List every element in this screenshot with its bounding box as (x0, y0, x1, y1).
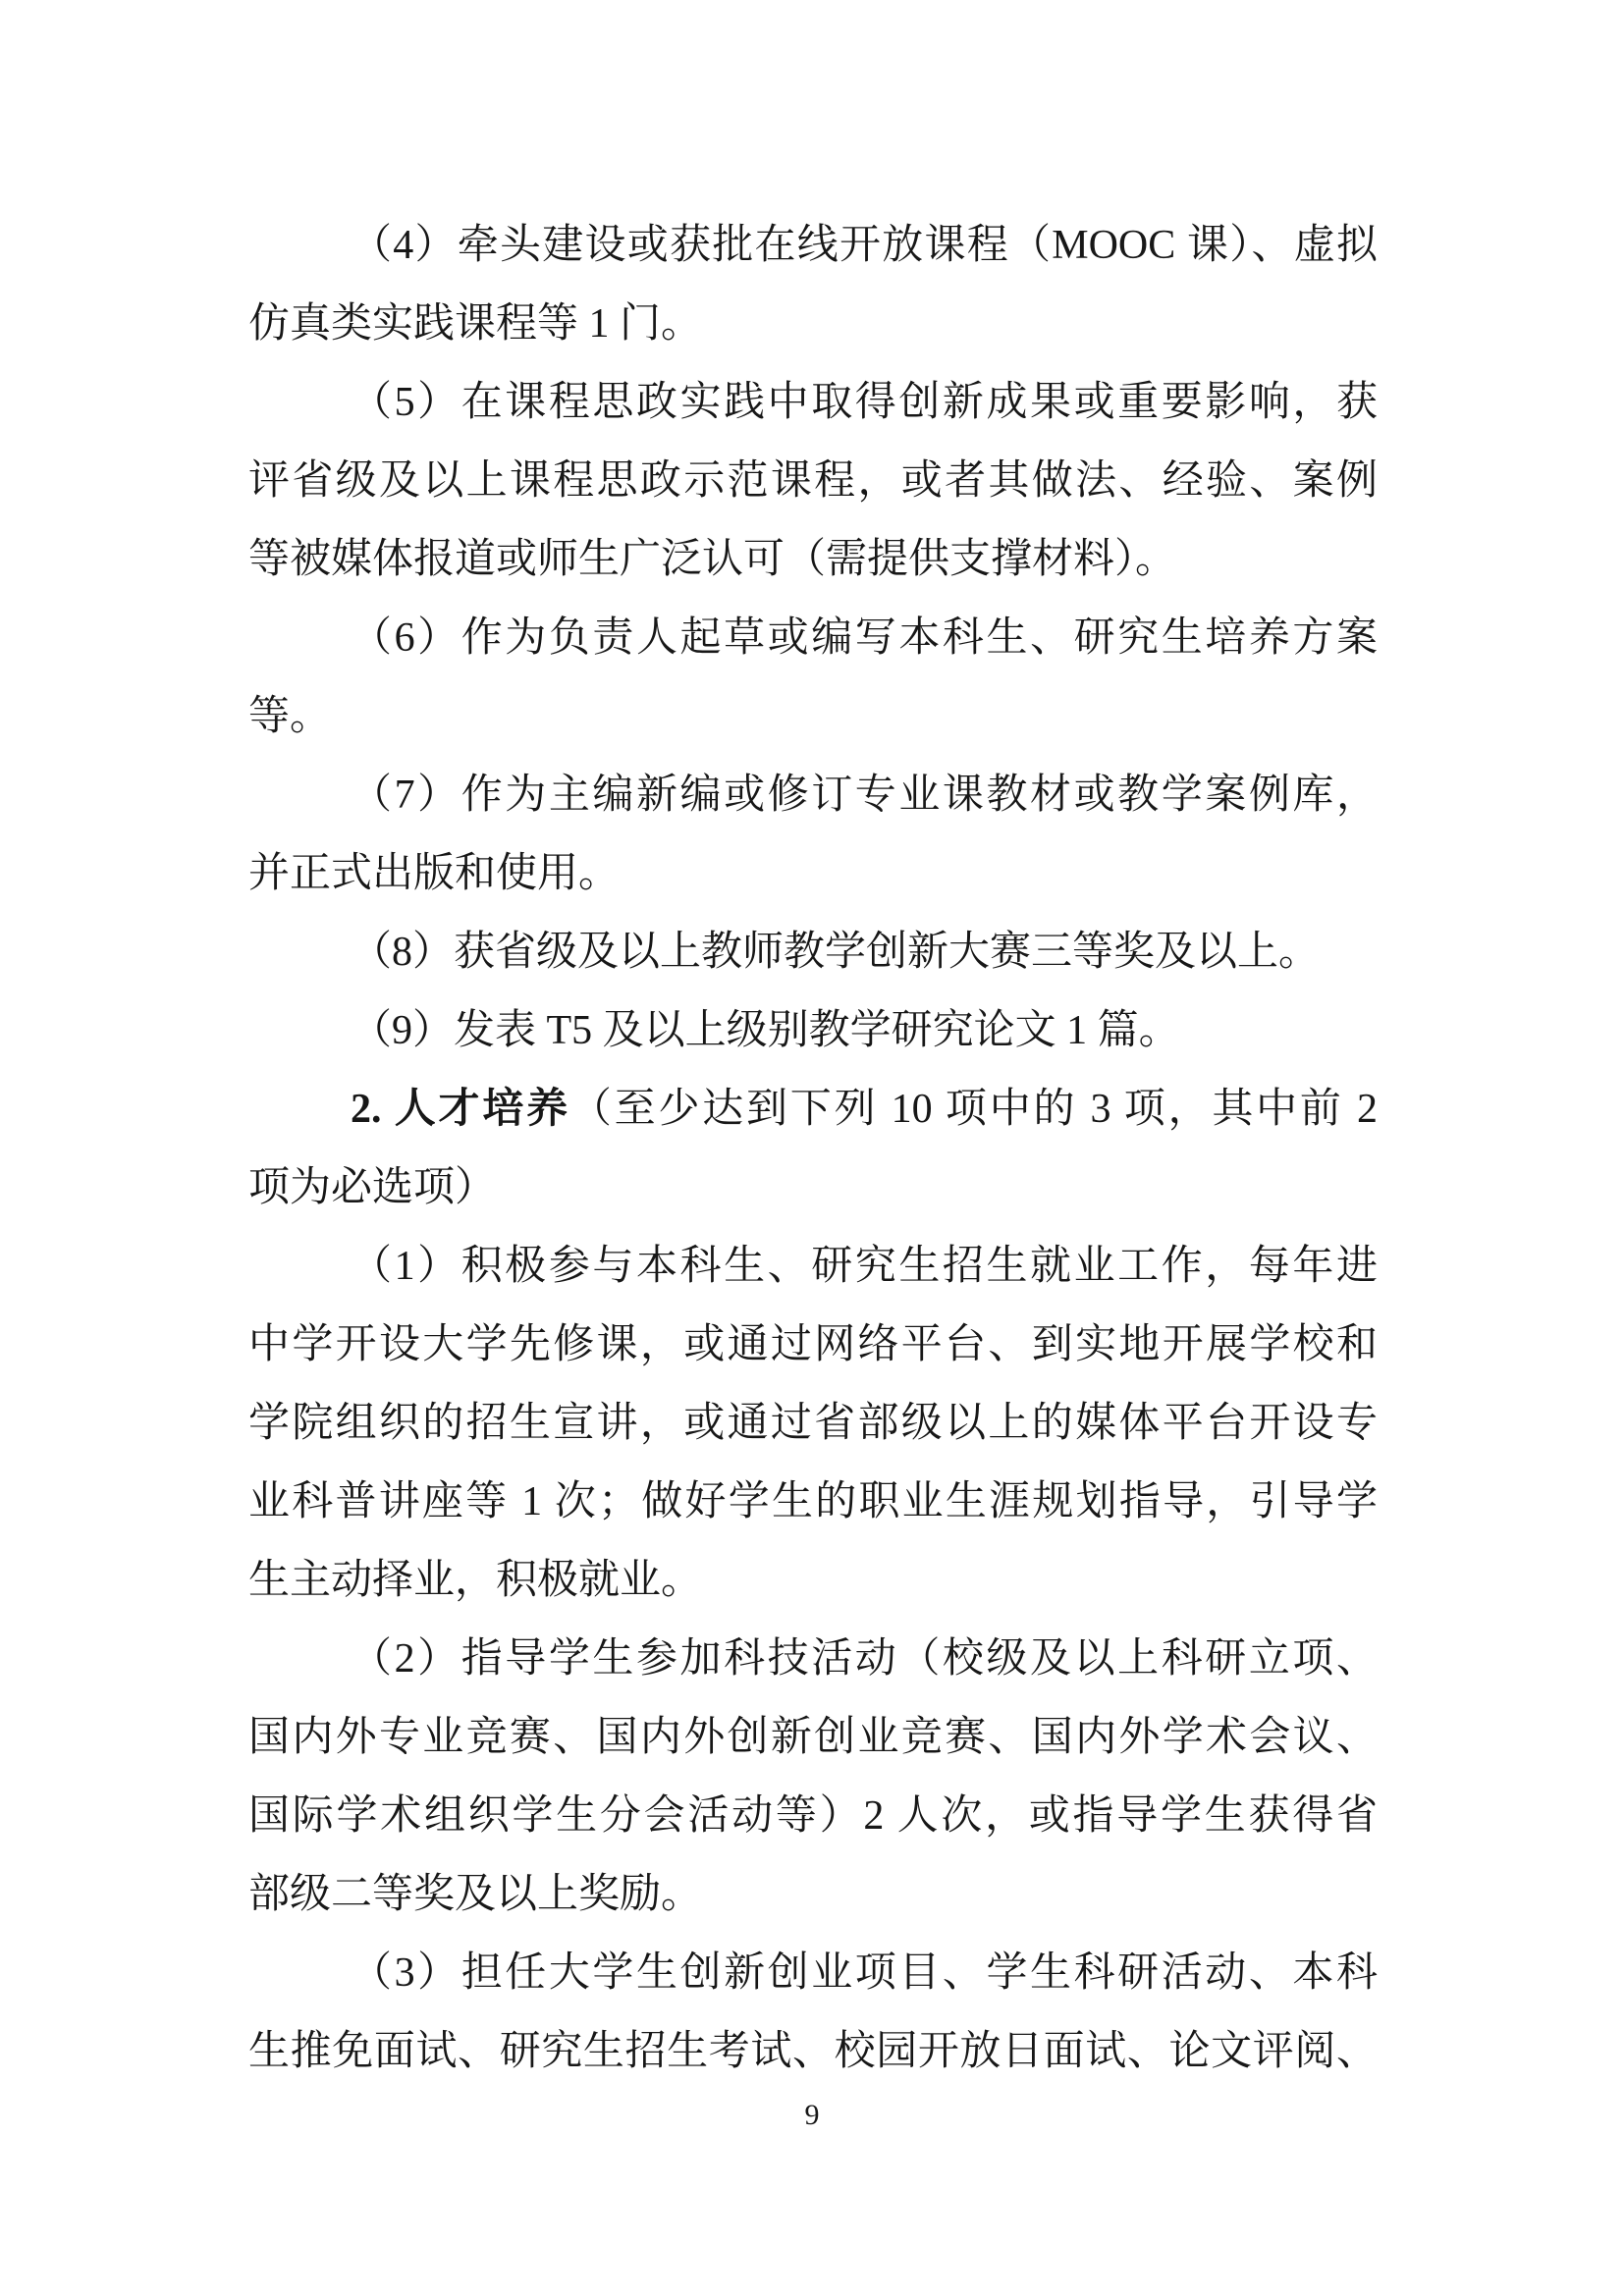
text-line (248, 1384, 1378, 1463)
text-line (248, 913, 1378, 991)
text-line (248, 599, 1378, 677)
text-line (248, 991, 1378, 1070)
text-line (248, 1934, 1378, 2012)
line-text: 评省级及以上课程思政示范课程，或者其做法、经验、案例 (248, 458, 1378, 504)
text-line (248, 1855, 1378, 1934)
line-text: （至少达到下列 10 项中的 3 项，其中前 2 (569, 1087, 1378, 1132)
line-text: （8）获省级及以上教师教学创新大赛三等奖及以上。 (351, 930, 1321, 975)
text-line (248, 520, 1378, 599)
text-line (248, 756, 1378, 834)
line-text: 生主动择业，积极就业。 (248, 1558, 703, 1603)
text-line (248, 1227, 1378, 1306)
line-text: （2）指导学生参加科技活动（校级及以上科研立项、 (351, 1636, 1378, 1682)
text-line (248, 1070, 1378, 1148)
text-line (248, 363, 1378, 442)
line-text: 国际学术组织学生分会活动等）2 人次，或指导学生获得省 (248, 1793, 1378, 1839)
text-line (248, 1463, 1378, 1541)
line-text: （4）牵头建设或获批在线开放课程（MOOC 课）、虚拟 (351, 223, 1378, 268)
text-line (248, 1620, 1378, 1698)
page-number: 9 (804, 2099, 820, 2131)
line-text: 等。 (248, 694, 332, 739)
line-text: （7）作为主编新编或修订专业课教材或教学案例库， (351, 773, 1378, 818)
text-line (248, 677, 1378, 756)
line-text: 中学开设大学先修课，或通过网络平台、到实地开展学校和 (248, 1322, 1378, 1367)
text-line (248, 2012, 1378, 2091)
text-line (248, 206, 1378, 285)
line-text: 国内外专业竞赛、国内外创新创业竞赛、国内外学术会议、 (248, 1715, 1378, 1760)
section-heading-bold: 2. 人才培养 (351, 1087, 570, 1132)
line-text: （6）作为负责人起草或编写本科生、研究生培养方案 (351, 615, 1378, 661)
line-text: （5）在课程思政实践中取得创新成果或重要影响，获 (351, 380, 1378, 425)
line-text: 等被媒体报道或师生广泛认可（需提供支撑材料）。 (248, 537, 1177, 582)
line-text: （9）发表 T5 及以上级别教学研究论文 1 篇。 (351, 1008, 1180, 1053)
line-text: 业科普讲座等 1 次；做好学生的职业生涯规划指导，引导学 (248, 1479, 1378, 1524)
line-text: 并正式出版和使用。 (248, 851, 621, 896)
text-line (248, 1698, 1378, 1777)
text-line (248, 834, 1378, 913)
text-line (248, 1541, 1378, 1620)
text-line (248, 285, 1378, 363)
document-body (248, 206, 1378, 2091)
text-line (248, 442, 1378, 520)
text-line (248, 1148, 1378, 1227)
text-line (248, 1306, 1378, 1384)
line-text: 生推免面试、研究生招生考试、校园开放日面试、论文评阅、 (248, 2029, 1378, 2074)
line-text: 学院组织的招生宣讲，或通过省部级以上的媒体平台开设专 (248, 1401, 1378, 1446)
line-text: 仿真类实践课程等 1 门。 (248, 301, 703, 347)
text-line (248, 1777, 1378, 1855)
line-text: （1）积极参与本科生、研究生招生就业工作，每年进 (351, 1244, 1378, 1289)
line-text: 项为必选项） (248, 1165, 497, 1210)
line-text: （3）担任大学生创新创业项目、学生科研活动、本科 (351, 1950, 1378, 1996)
line-text: 部级二等奖及以上奖励。 (248, 1872, 703, 1917)
